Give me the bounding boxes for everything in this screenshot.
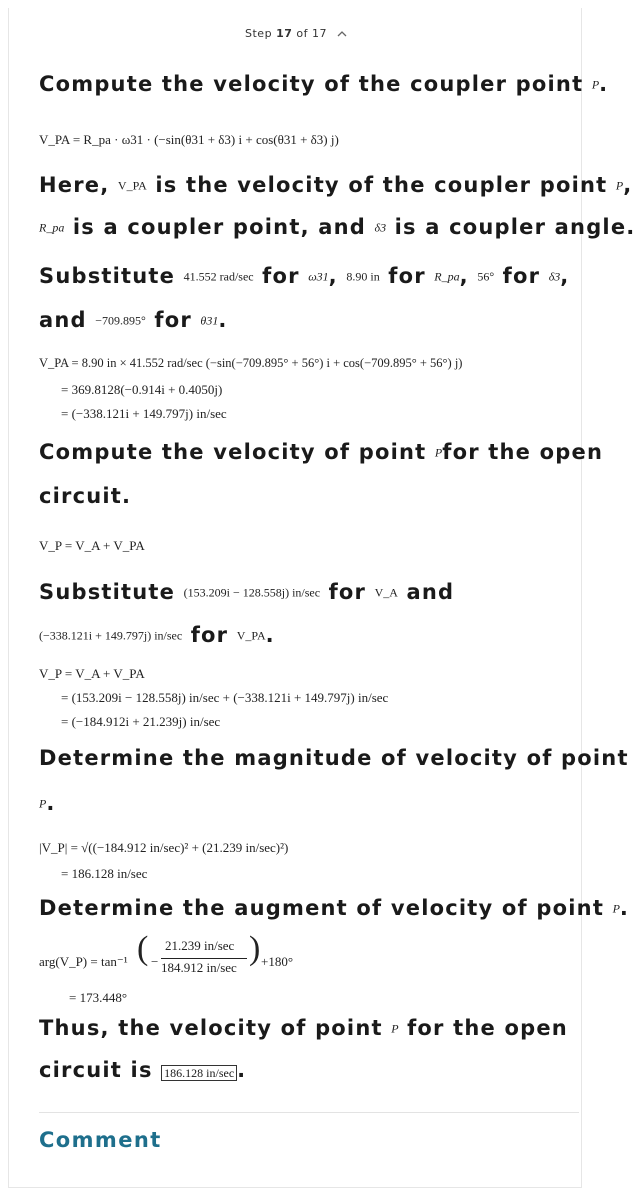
equation-vp-2: V_P = V_A + V_PA — [39, 666, 145, 681]
var-p: P — [615, 178, 624, 193]
text-for-open: for the open — [407, 1016, 568, 1040]
var-p: P — [39, 796, 47, 811]
punct: , — [560, 264, 570, 288]
final-answer-box: 186.128 in/sec — [161, 1065, 237, 1081]
text-and: and — [406, 580, 455, 604]
text-compute-velocity: Compute the velocity of the coupler point — [39, 72, 584, 96]
punct: . — [265, 623, 275, 647]
var-delta3: δ3 — [548, 269, 561, 284]
text-compute-point: Compute the velocity of point — [39, 440, 427, 464]
text-is-velocity: is the velocity of the coupler point — [155, 173, 608, 197]
step-text-and-theta — [39, 308, 228, 332]
step-text-thus-2 — [39, 1058, 246, 1082]
divider — [39, 1112, 579, 1113]
text-for: for — [328, 580, 367, 604]
punct: . — [218, 308, 228, 332]
text-substitute: Substitute — [39, 264, 176, 288]
text-and: and — [39, 308, 87, 332]
var-delta3: δ3 — [374, 220, 387, 235]
step-label: Step — [245, 27, 277, 40]
punct: . — [599, 72, 609, 96]
punct: . — [237, 1058, 247, 1082]
value-vpa: (−338.121i + 149.797j) in/sec — [39, 628, 183, 643]
equation-vp-result: = (−184.912i + 21.239j) in/sec — [61, 714, 221, 729]
step-text-here — [39, 173, 632, 197]
equation-vp-substituted: = (153.209i − 128.558j) in/sec + (−338.121i + 149.797j) in/sec — [61, 690, 389, 705]
step-text-magnitude-var — [39, 791, 56, 815]
value-delta: 56° — [477, 269, 495, 284]
equation-vpa-substituted: V_PA = 8.90 in × 41.552 rad/sec (−sin(−709.895° + 56°) i + cos(−709.895° + 56°) j) — [39, 356, 463, 370]
step-text-substitute-2 — [39, 580, 454, 604]
step-number: 17 — [276, 27, 293, 40]
equation-vpa-result: = (−338.121i + 149.797j) in/sec — [61, 406, 227, 421]
var-va: V_A — [374, 585, 398, 600]
step-text-magnitude: Determine the magnitude of velocity of point — [39, 746, 629, 770]
var-rpa: R_pa — [434, 269, 460, 284]
step-text-coupler-angle — [39, 215, 635, 239]
text-for: for — [502, 264, 541, 288]
paren-right: ) — [249, 930, 261, 967]
var-p: P — [612, 901, 620, 916]
step-text-open-circuit-1 — [39, 440, 603, 464]
text-here: Here, — [39, 173, 110, 197]
var-vpa: V_PA — [117, 178, 147, 193]
step-text-thus-1 — [39, 1016, 568, 1040]
text-for: for — [262, 264, 300, 288]
step-header — [9, 27, 583, 40]
text-thus: Thus, the velocity of point — [39, 1016, 383, 1040]
eq-arg-minus: − — [151, 954, 159, 969]
text-determine-augment: Determine the augment of velocity of point — [39, 896, 605, 920]
step-text-velocity-coupler — [39, 72, 608, 96]
text-substitute: Substitute — [39, 580, 176, 604]
step-text-substitute-1 — [39, 264, 569, 288]
step-text-argument — [39, 896, 629, 920]
chevron-up-icon[interactable] — [337, 27, 347, 40]
eq-arg-plus: +180° — [261, 954, 294, 969]
var-rpa: R_pa — [39, 220, 65, 235]
var-p: P — [391, 1021, 399, 1036]
equation-magnitude-result: = 186.128 in/sec — [61, 866, 148, 881]
step-text-open-circuit-2: circuit. — [39, 484, 132, 508]
comment-button[interactable]: Comment — [39, 1128, 162, 1152]
step-text-substitute-2b — [39, 623, 275, 647]
var-vpa: V_PA — [236, 628, 266, 643]
eq-arg-lhs: arg(V_P) = tan⁻¹ — [39, 954, 128, 969]
punct: , — [459, 264, 469, 288]
text-for: for — [154, 308, 192, 332]
text-coupler-angle: is a coupler angle. — [394, 215, 635, 239]
equation-argument-result: = 173.448° — [69, 990, 128, 1005]
equation-vpa-step2: = 369.8128(−0.914i + 0.4050j) — [61, 382, 223, 397]
equation-magnitude: |V_P| = √((−184.912 in/sec)² + (21.239 in/sec)²) — [39, 840, 289, 855]
text-circuit-is: circuit is — [39, 1058, 153, 1082]
text-for-open: for the open — [442, 440, 604, 464]
punct: . — [619, 896, 630, 920]
value-theta: −709.895° — [95, 313, 146, 328]
eq-arg-denominator: 184.912 in/sec — [161, 960, 237, 975]
punct: . — [46, 791, 56, 815]
text-coupler-point: is a coupler point, and — [72, 215, 367, 239]
fraction-bar — [161, 958, 247, 959]
text-for: for — [388, 264, 426, 288]
punct: , — [328, 264, 338, 288]
punct: , — [623, 173, 633, 197]
var-p: P — [591, 77, 600, 92]
var-theta31: θ31 — [200, 313, 219, 328]
value-rpa: 8.90 in — [346, 269, 380, 284]
solution-card — [8, 8, 635, 1188]
step-total: of 17 — [292, 27, 327, 40]
eq-arg-numerator: 21.239 in/sec — [165, 938, 235, 953]
value-va: (153.209i − 128.558j) in/sec — [183, 585, 321, 600]
var-p: P — [434, 445, 443, 460]
paren-left: ( — [137, 930, 149, 967]
text-for: for — [190, 623, 229, 647]
value-omega: 41.552 rad/sec — [183, 269, 254, 284]
equation-vp: V_P = V_A + V_PA — [39, 538, 145, 553]
var-omega31: ω31 — [308, 269, 329, 284]
equation-vpa: V_PA = R_pa · ω31 · (−sin(θ31 + δ3) i + cos(θ31 + δ3) j) — [39, 132, 339, 147]
